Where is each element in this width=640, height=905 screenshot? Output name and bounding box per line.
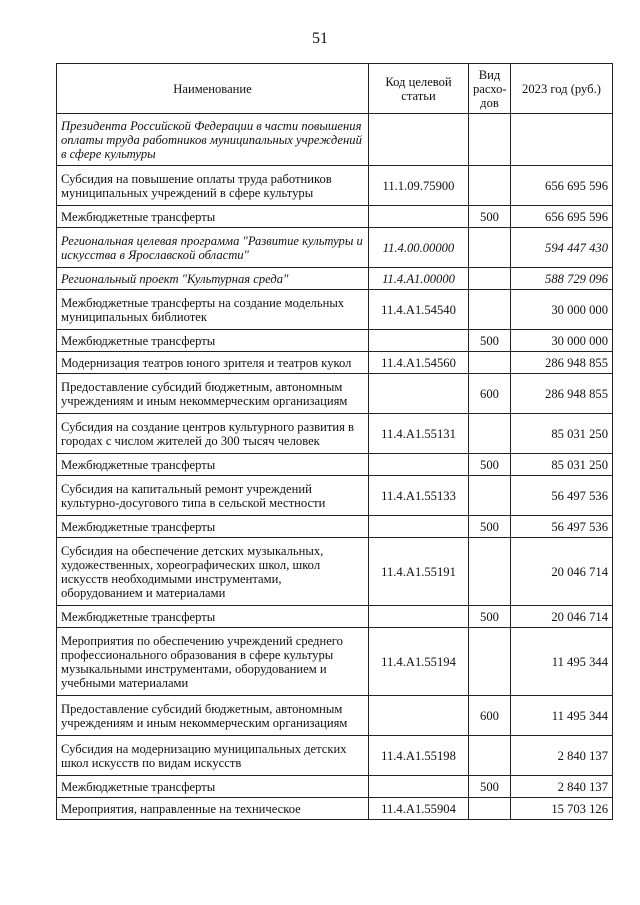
row-code	[369, 696, 469, 736]
row-name: Субсидия на капитальный ремонт учреждений культурно-досугового типа в сельской местности	[57, 476, 369, 516]
table-row	[57, 374, 613, 414]
row-name: Межбюджетные трансферты	[57, 516, 369, 538]
row-code	[369, 454, 469, 476]
row-amount: 85 031 250	[511, 414, 613, 454]
row-amount: 20 046 714	[511, 606, 613, 628]
row-code: 11.4.A1.54540	[369, 290, 469, 330]
row-type	[469, 268, 511, 290]
table-row	[57, 538, 613, 606]
row-name: Предоставление субсидий бюджетным, автономным учреждениям и иным некоммерческим организациям	[57, 696, 369, 736]
row-code	[369, 374, 469, 414]
budget-table	[56, 63, 613, 820]
row-amount: 656 695 596	[511, 206, 613, 228]
table-row	[57, 206, 613, 228]
row-name: Региональная целевая программа "Развитие культуры и искусства в Ярославской области"	[57, 228, 369, 268]
row-type	[469, 798, 511, 820]
table-row	[57, 268, 613, 290]
row-code: 11.1.09.75900	[369, 166, 469, 206]
row-name: Межбюджетные трансферты	[57, 454, 369, 476]
row-code	[369, 606, 469, 628]
row-name: Межбюджетные трансферты	[57, 330, 369, 352]
row-amount: 588 729 096	[511, 268, 613, 290]
row-amount: 11 495 344	[511, 696, 613, 736]
page-number: 51	[312, 30, 328, 47]
row-amount: 2 840 137	[511, 776, 613, 798]
table-row	[57, 352, 613, 374]
table-row	[57, 330, 613, 352]
row-type: 500	[469, 454, 511, 476]
row-type	[469, 290, 511, 330]
row-code: 11.4.A1.55191	[369, 538, 469, 606]
header-type: Вид расхо-дов	[469, 64, 511, 114]
row-type	[469, 352, 511, 374]
row-name: Субсидия на обеспечение детских музыкальных, художественных, хореографических школ, школ искусств необходимыми инструментами, оборудованием и материалами	[57, 538, 369, 606]
table-row	[57, 454, 613, 476]
row-code: 11.4.A1.55133	[369, 476, 469, 516]
row-name: Межбюджетные трансферты	[57, 776, 369, 798]
row-type: 500	[469, 206, 511, 228]
table-row	[57, 776, 613, 798]
row-code: 11.4.00.00000	[369, 228, 469, 268]
row-type	[469, 476, 511, 516]
row-code: 11.4.A1.55904	[369, 798, 469, 820]
row-code: 11.4.A1.55131	[369, 414, 469, 454]
table-row	[57, 114, 613, 166]
row-code	[369, 114, 469, 166]
row-amount: 286 948 855	[511, 374, 613, 414]
row-type	[469, 228, 511, 268]
table-row	[57, 476, 613, 516]
row-amount: 2 840 137	[511, 736, 613, 776]
row-type	[469, 114, 511, 166]
row-code: 11.4.A1.55198	[369, 736, 469, 776]
table-row	[57, 606, 613, 628]
table-row	[57, 696, 613, 736]
row-name: Мероприятия, направленные на техническое	[57, 798, 369, 820]
row-type: 500	[469, 516, 511, 538]
row-name: Субсидия на повышение оплаты труда работников муниципальных учреждений в сфере культуры	[57, 166, 369, 206]
table-row	[57, 290, 613, 330]
row-amount	[511, 114, 613, 166]
row-amount: 30 000 000	[511, 290, 613, 330]
row-type	[469, 538, 511, 606]
header-name: Наименование	[57, 64, 369, 114]
row-code: 11.4.A1.00000	[369, 268, 469, 290]
header-code: Код целевой статьи	[369, 64, 469, 114]
row-amount: 56 497 536	[511, 476, 613, 516]
row-code: 11.4.A1.55194	[369, 628, 469, 696]
table-row	[57, 166, 613, 206]
row-type: 600	[469, 696, 511, 736]
row-name: Региональный проект "Культурная среда"	[57, 268, 369, 290]
row-amount: 20 046 714	[511, 538, 613, 606]
row-type	[469, 736, 511, 776]
row-name: Межбюджетные трансферты	[57, 206, 369, 228]
row-type: 500	[469, 606, 511, 628]
row-name: Мероприятия по обеспечению учреждений среднего профессионального образования в сфере культуры музыкальными инструментами, оборудованием и учебными материалами	[57, 628, 369, 696]
row-name: Межбюджетные трансферты	[57, 606, 369, 628]
row-type: 500	[469, 330, 511, 352]
row-amount: 56 497 536	[511, 516, 613, 538]
table-row	[57, 628, 613, 696]
row-code	[369, 516, 469, 538]
row-name: Субсидия на модернизацию муниципальных детских школ искусств по видам искусств	[57, 736, 369, 776]
table-row	[57, 798, 613, 820]
row-code	[369, 330, 469, 352]
row-amount: 15 703 126	[511, 798, 613, 820]
row-name: Межбюджетные трансферты на создание модельных муниципальных библиотек	[57, 290, 369, 330]
row-amount: 286 948 855	[511, 352, 613, 374]
row-amount: 656 695 596	[511, 166, 613, 206]
row-name: Модернизация театров юного зрителя и театров кукол	[57, 352, 369, 374]
row-type	[469, 166, 511, 206]
row-type: 600	[469, 374, 511, 414]
table-row	[57, 414, 613, 454]
row-code	[369, 776, 469, 798]
row-amount: 11 495 344	[511, 628, 613, 696]
table-row	[57, 228, 613, 268]
table-row	[57, 736, 613, 776]
row-type	[469, 628, 511, 696]
table-header-row	[57, 64, 613, 114]
row-amount: 30 000 000	[511, 330, 613, 352]
row-name: Предоставление субсидий бюджетным, автономным учреждениям и иным некоммерческим организациям	[57, 374, 369, 414]
row-type: 500	[469, 776, 511, 798]
table-row	[57, 516, 613, 538]
row-name: Президента Российской Федерации в части повышения оплаты труда работников муниципальных учреждений в сфере культуры	[57, 114, 369, 166]
row-code: 11.4.A1.54560	[369, 352, 469, 374]
row-amount: 85 031 250	[511, 454, 613, 476]
row-code	[369, 206, 469, 228]
row-name: Субсидия на создание центров культурного развития в городах с числом жителей до 300 тысяч человек	[57, 414, 369, 454]
row-type	[469, 414, 511, 454]
header-amount: 2023 год (руб.)	[511, 64, 613, 114]
row-amount: 594 447 430	[511, 228, 613, 268]
